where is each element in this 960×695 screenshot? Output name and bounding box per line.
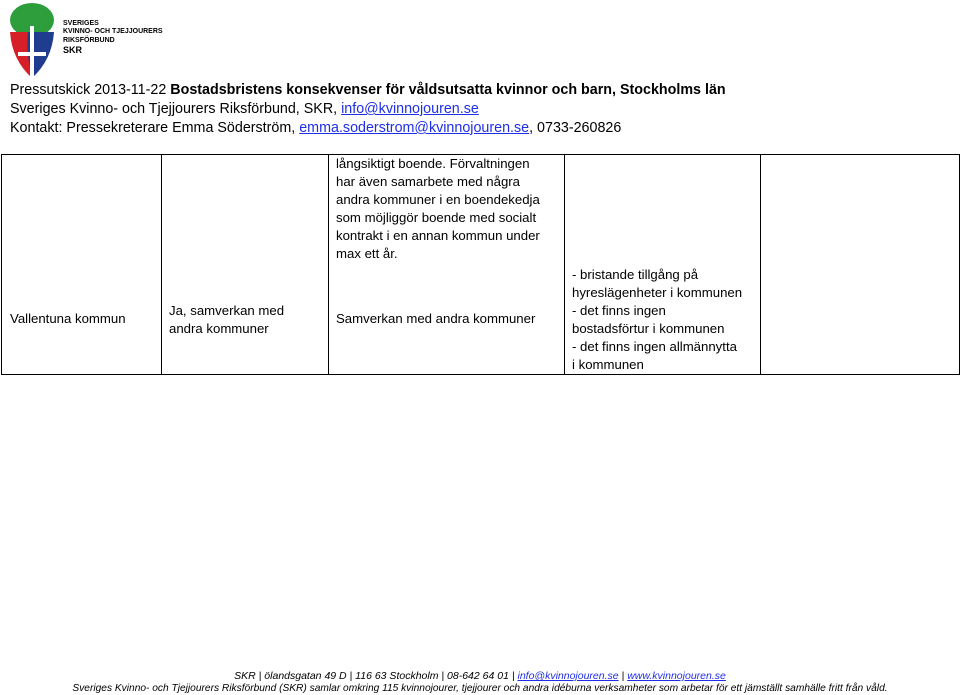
hinder-line-3: - det finns ingen (572, 303, 666, 318)
beskrivning-line-2: har även samarbete med några (336, 174, 521, 189)
hinder-line-1: - bristande tillgång på (572, 267, 699, 282)
cell-kommun (2, 155, 162, 375)
cell-samverkan (162, 155, 329, 375)
logo-line-3: RIKSFÖRBUND (63, 36, 115, 44)
skr-logo-icon (8, 2, 58, 80)
cell-hinder (565, 155, 761, 375)
beskrivning-line-6: max ett år. (336, 246, 398, 261)
beskrivning-line-1: långsiktigt boende. Förvaltningen (336, 156, 530, 171)
kommun-name: Vallentuna kommun (10, 311, 126, 326)
org-name: Sveriges Kvinno- och Tjejjourers Riksförbund, SKR, (10, 101, 338, 117)
contact-person: Kontakt: Pressekreterare Emma Söderström, (10, 120, 296, 136)
press-title: Bostadsbristens konsekvenser för våldsutsatta kvinnor och barn, Stockholms län (170, 82, 726, 98)
table-row (2, 155, 960, 375)
contact-email-link[interactable]: emma.soderstrom@kvinnojouren.se (299, 120, 530, 136)
org-email-link[interactable]: info@kvinnojouren.se (341, 101, 479, 117)
footer-web-link[interactable]: www.kvinnojouren.se (627, 670, 726, 682)
hinder-line-5: - det finns ingen allmännytta (572, 339, 737, 354)
footer-mission: Sveriges Kvinno- och Tjejjourers Riksförbund (SKR) samlar omkring 115 kvinnojourer, tjejjourer och andra idéburna verksamheter som arbetar för ett jämställt samhälle fritt från våld. (72, 683, 888, 694)
cell-beskrivning (329, 155, 565, 375)
beskrivning-line-3: andra kommuner i en boendekedja (336, 192, 540, 207)
beskrivning-line-4: som möjliggör boende med socialt (336, 210, 537, 225)
beskrivning-line-5: kontrakt i en annan kommun under (336, 228, 540, 243)
contact-line (10, 119, 621, 137)
footer-email-link[interactable]: info@kvinnojouren.se (517, 670, 619, 682)
press-label: Pressutskick 2013-11-22 (10, 82, 167, 98)
kommun-table (1, 154, 960, 375)
samverkan-line-2: andra kommuner (169, 321, 269, 336)
beskrivning-bottom: Samverkan med andra kommuner (336, 311, 536, 326)
hinder-line-6: i kommunen (572, 357, 644, 372)
cell-empty (761, 155, 960, 375)
hinder-line-2: hyreslägenheter i kommunen (572, 285, 743, 300)
logo-abbr: SKR (63, 45, 83, 56)
samverkan-line-1: Ja, samverkan med (169, 303, 285, 318)
logo-cross-horizontal (18, 52, 46, 56)
logo-line-1: SVERIGES (63, 20, 99, 27)
press-header (10, 81, 726, 99)
hinder-line-4: bostadsförtur i kommunen (572, 321, 725, 336)
logo-line-2: KVINNO- OCH TJEJJOURERS (63, 28, 163, 36)
org-line (10, 100, 479, 118)
logo-text (63, 20, 163, 56)
footer-separator: | (621, 670, 625, 682)
footer-address: SKR | ölandsgatan 49 D | 116 63 Stockholm | 08-642 64 01 | (234, 670, 515, 682)
contact-phone: , 0733-260826 (529, 120, 622, 136)
